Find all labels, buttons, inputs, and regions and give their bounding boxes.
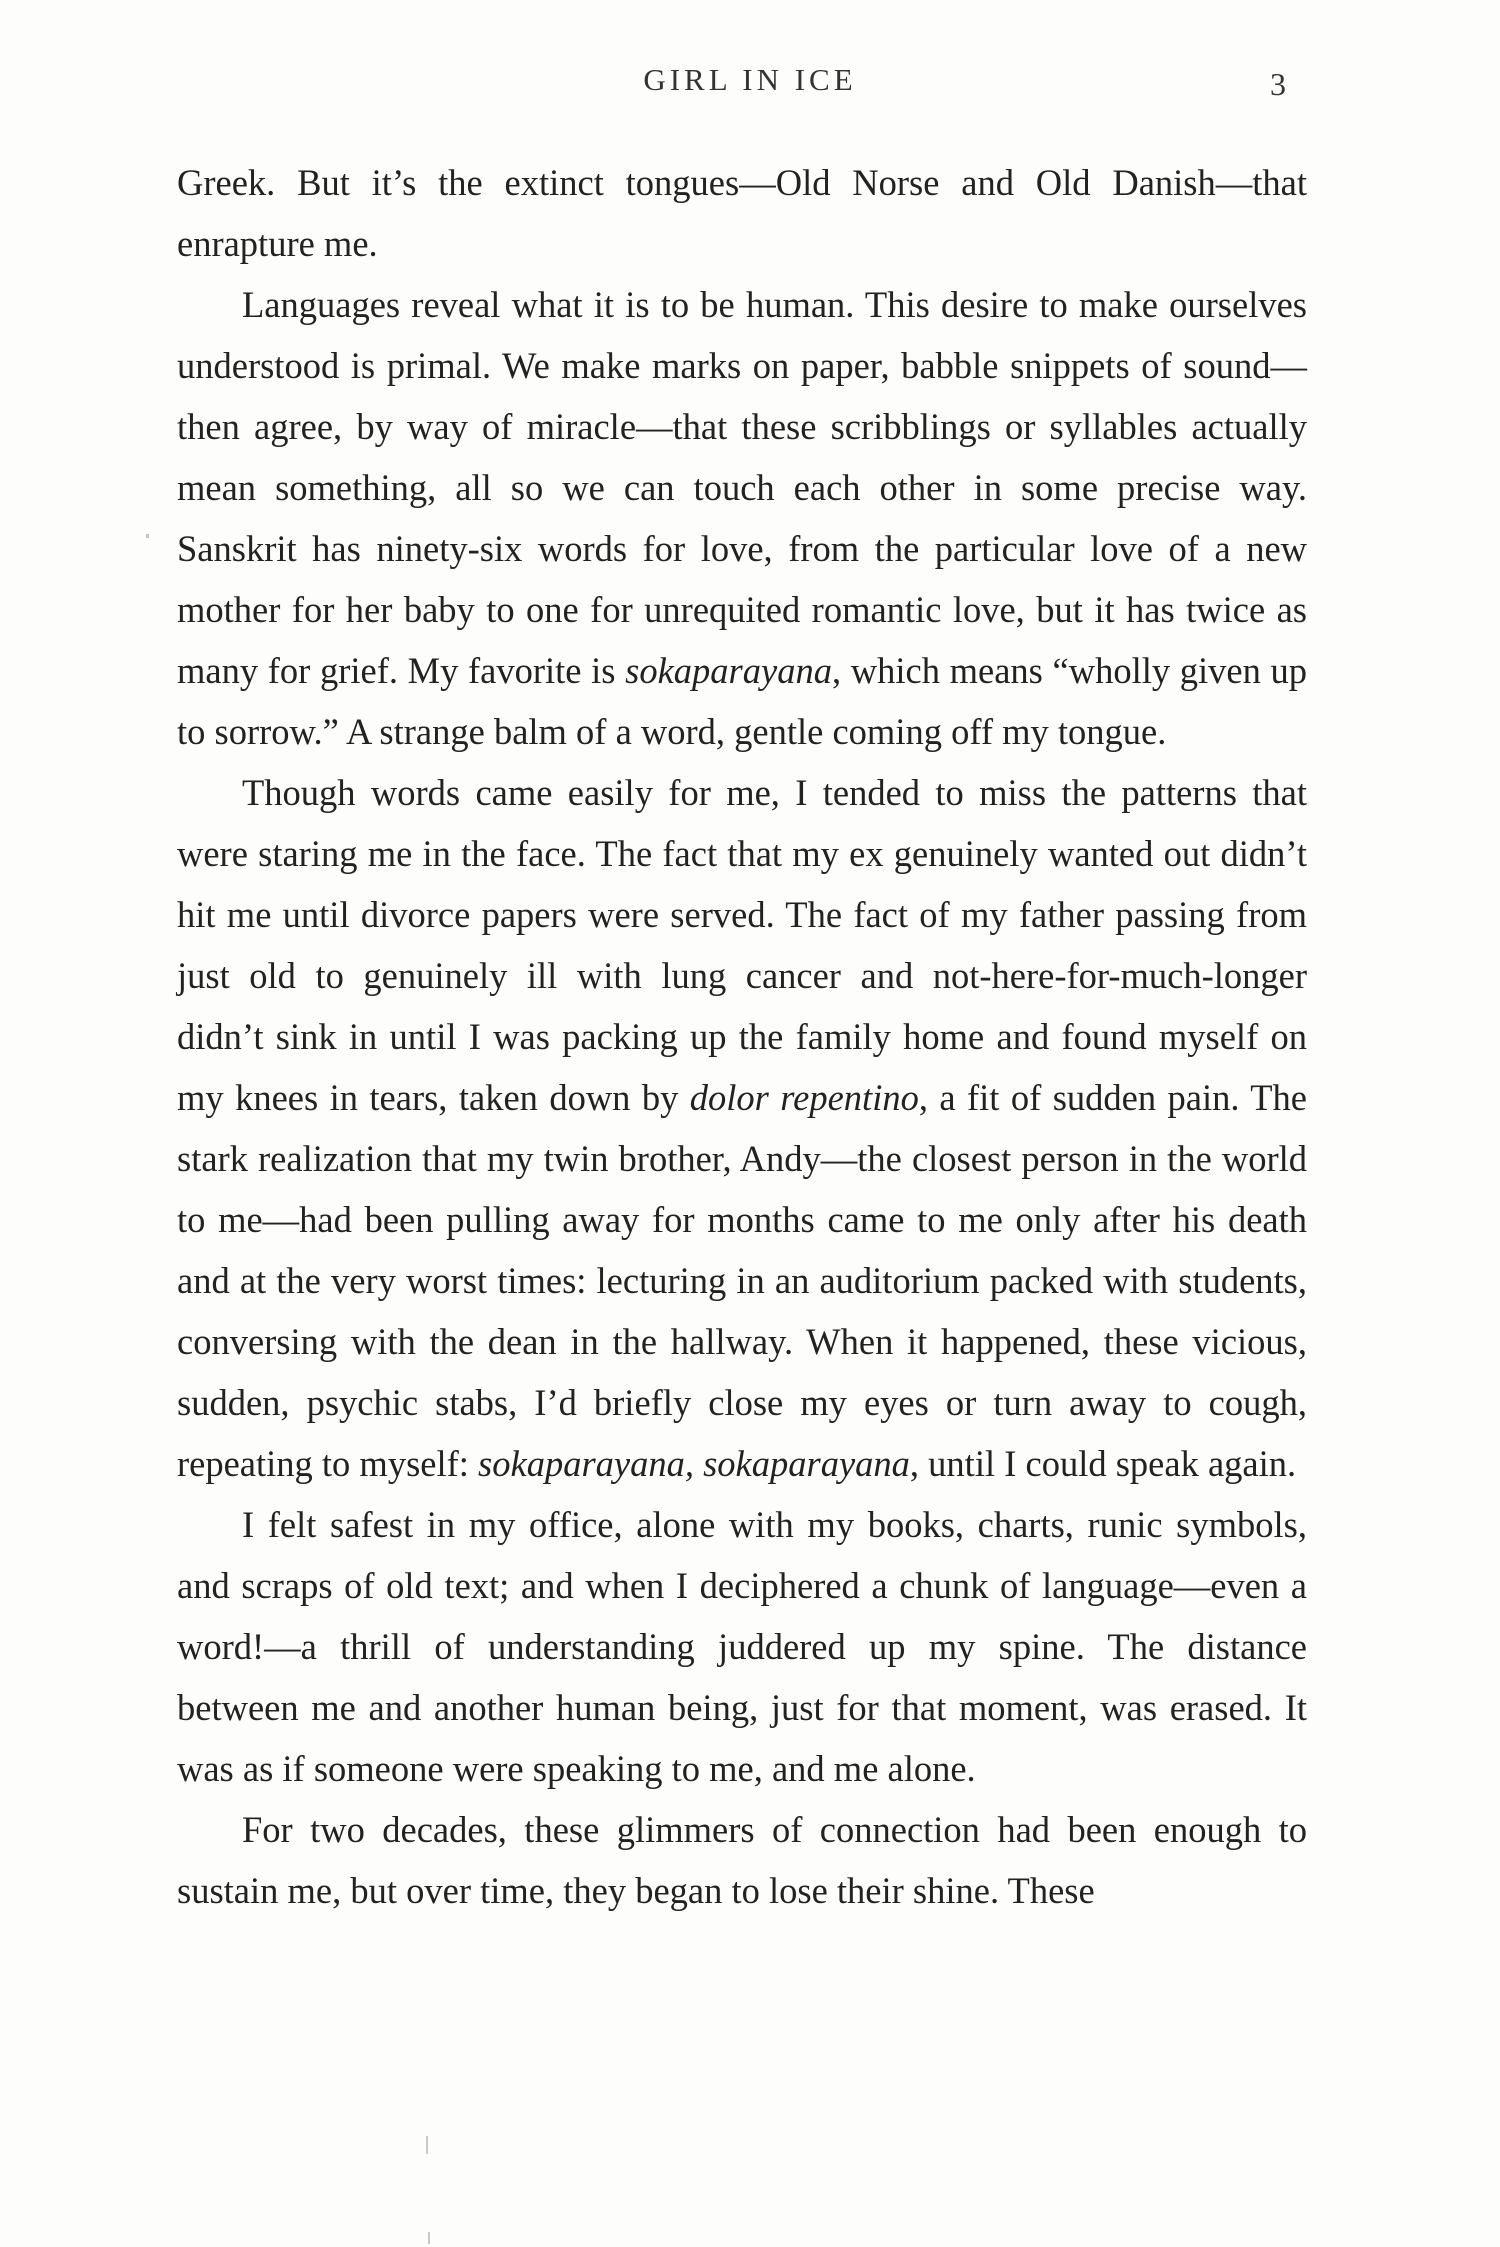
paragraph-text: Greek. But it’s the extinct tongues—Old Norse and Old Danish—that enrapture me. bbox=[177, 162, 1307, 264]
italic-term: sokaparayana bbox=[625, 650, 832, 691]
paragraph-text: , which means “wholly given up to sorrow.” A strange balm of a word, gentle coming off my tongue. bbox=[177, 650, 1307, 752]
paragraph-3 bbox=[177, 762, 1307, 1494]
paragraph-text: I felt safest in my office, alone with my books, charts, runic symbols, and scraps of old text; and when I deciphered a chunk of language—even a word!—a thrill of understanding juddered up my spine. The distance between me and another human being, just for that moment, was erased. It was as if someone were speaking to me, and me alone. bbox=[177, 1504, 1307, 1789]
paragraph-text: , a fit of sudden pain. The stark realization that my twin brother, Andy—the closest person in the world to me—had been pulling away for months came to me only after his death and at the very worst times: lecturing in an auditorium packed with students, conversing with the dean in the hallway. When it happened, these vicious, sudden, psychic stabs, I’d briefly close my eyes or turn away to cough, repeating to myself: bbox=[177, 1077, 1307, 1484]
running-head-title: GIRL IN ICE bbox=[643, 62, 857, 97]
paragraph-2 bbox=[177, 274, 1307, 762]
paragraph-text: , until I could speak again. bbox=[909, 1443, 1297, 1484]
italic-term: dolor repentino bbox=[689, 1077, 919, 1118]
scan-speck bbox=[146, 534, 149, 538]
scan-speck bbox=[428, 2232, 430, 2244]
paragraph-1 bbox=[177, 152, 1307, 274]
scan-speck bbox=[426, 2136, 428, 2154]
paragraph-text: For two decades, these glimmers of connection had been enough to sustain me, but over time, they began to lose their shine. These bbox=[177, 1809, 1307, 1911]
page-number: 3 bbox=[1270, 66, 1286, 102]
italic-term: sokaparayana, sokaparayana bbox=[478, 1443, 910, 1484]
paragraph-5 bbox=[177, 1799, 1307, 1921]
paragraph-text: Languages reveal what it is to be human. This desire to make ourselves understood is primal. We make marks on paper, babble snippets of sound—then agree, by way of miracle—that these scribblings or syllables actually mean something, all so we can touch each other in some precise way. Sanskrit has ninety-six words for love, from the particular love of a new mother for her baby to one for unrequited romantic love, but it has twice as many for grief. My favorite is bbox=[177, 284, 1307, 691]
paragraph-4 bbox=[177, 1494, 1307, 1799]
body-text bbox=[177, 152, 1307, 1921]
paragraph-text: Though words came easily for me, I tended to miss the patterns that were staring me in the face. The fact that my ex genuinely wanted out didn’t hit me until divorce papers were served. The fact of my father passing from just old to genuinely ill with lung cancer and not-here-for-much-longer didn’t sink in until I was packing up the family home and found myself on my knees in tears, taken down by bbox=[177, 772, 1307, 1118]
